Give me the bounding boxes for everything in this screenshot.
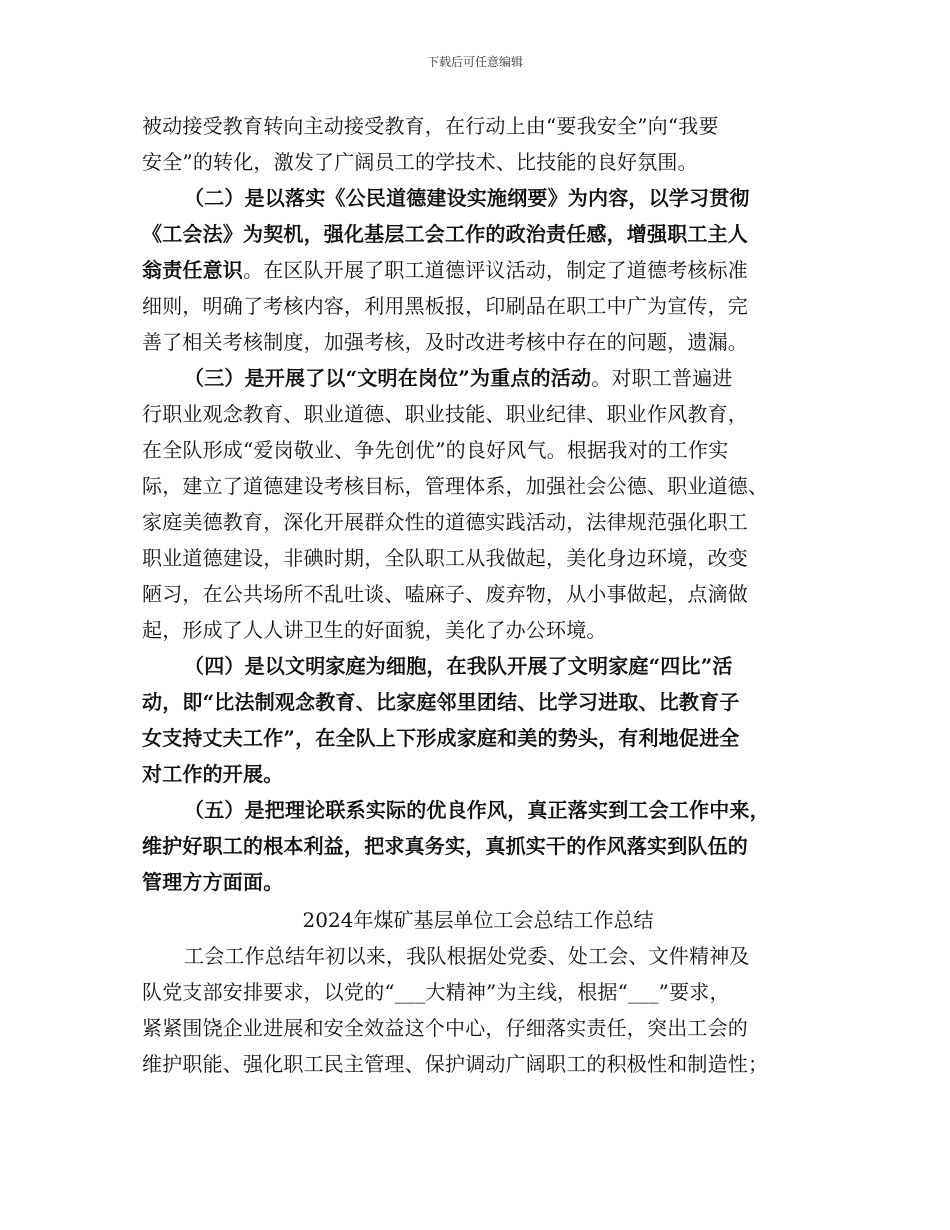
text-line: 善了相关考核制度，加强考核，及时改进考核中存在的问题，遗漏。 xyxy=(142,330,748,354)
text-line: 职业道德建设，非碘时期，全队职工从我做起，美化身边环境，改变 xyxy=(142,546,748,570)
text-line: 队党支部安排要求，以党的“___大精神”为主线，根据“___”要求， xyxy=(142,980,730,1004)
header-note: 下载后可任意编辑 xyxy=(426,55,523,69)
text-line: 陋习，在公共场所不乱吐谈、嗑麻子、废弃物，从小事做起，点滴做 xyxy=(142,582,748,606)
text-line: （四）是以文明家庭为细胞，在我队开展了文明家庭“四比”活 xyxy=(184,654,733,678)
text-line: 紧紧围饶企业进展和安全效益这个中心，仔细落实责任，突出工会的 xyxy=(142,1016,748,1040)
text-line xyxy=(142,216,814,252)
text-line: 工会工作总结年初以来，我队根据处党委、处工会、文件精神及 xyxy=(184,944,750,968)
text-line: 起，形成了人人讲卫生的好面貌，美化了办公环境。 xyxy=(142,618,607,642)
text-line: 维护职能、强化职工民主管理、保护调动广阔职工的积极性和制造性； xyxy=(142,1052,769,1076)
text-line: 在全队形成“爱岗敬业、争先创优”的良好风气。根据我对的工作实 xyxy=(142,438,729,462)
section-title: 2024年煤矿基层单位工会总结工作总结 xyxy=(302,908,654,932)
text-line xyxy=(142,360,814,396)
normal-text: 。对职工普遍进 xyxy=(591,366,733,390)
text-line: 行职业观念教育、职业道德、职业技能、职业纪律、职业作风教育， xyxy=(142,402,748,426)
normal-text: 。在区队开展了职工道德评议活动，制定了道德考核标准 xyxy=(243,258,748,282)
text-line: 细则，明确了考核内容，利用黑板报，印刷品在职工中广为宣传，完 xyxy=(142,294,748,318)
text-line: 被动接受教育转向主动接受教育，在行动上由“要我安全”向“我要 xyxy=(142,114,719,138)
text-line: 对工作的开展。 xyxy=(142,762,284,786)
bold-text: （二）是以落实《公民道德建设实施纲要》为内容，以学习贯彻 xyxy=(184,186,750,210)
text-line xyxy=(142,252,814,288)
text-line xyxy=(142,180,814,216)
text-line: （五）是把理论联系实际的优良作风，真正落实到工会工作中来， xyxy=(184,798,770,822)
text-line: 动，即“比法制观念教育、比家庭邻里团结、比学习进取、比教育子 xyxy=(142,690,740,714)
text-line: 家庭美德教育，深化开展群众性的道德实践活动，法律规范强化职工 xyxy=(142,510,748,534)
text-line: 际，建立了道德建设考核目标，管理体系，加强社会公德、职业道德、 xyxy=(142,474,769,498)
text-line: 女支持丈夫工作”，在全队上下形成家庭和美的势头，有利地促进全 xyxy=(142,726,740,750)
document-body xyxy=(142,108,814,1082)
text-line: 安全”的转化，激发了广阔员工的学技术、比技能的良好氛围。 xyxy=(142,150,698,174)
bold-text: （三）是开展了以“文明在岗位”为重点的活动 xyxy=(184,366,592,390)
text-line: 管理方方面面。 xyxy=(142,870,284,894)
text-line: 维护好职工的根本利益，把求真务实，真抓实干的作风落实到队伍的 xyxy=(142,834,748,858)
bold-text: 《工会法》为契机，强化基层工会工作的政治责任感，增强职工主人 xyxy=(142,222,748,246)
bold-text: 翁责任意识 xyxy=(142,258,243,282)
